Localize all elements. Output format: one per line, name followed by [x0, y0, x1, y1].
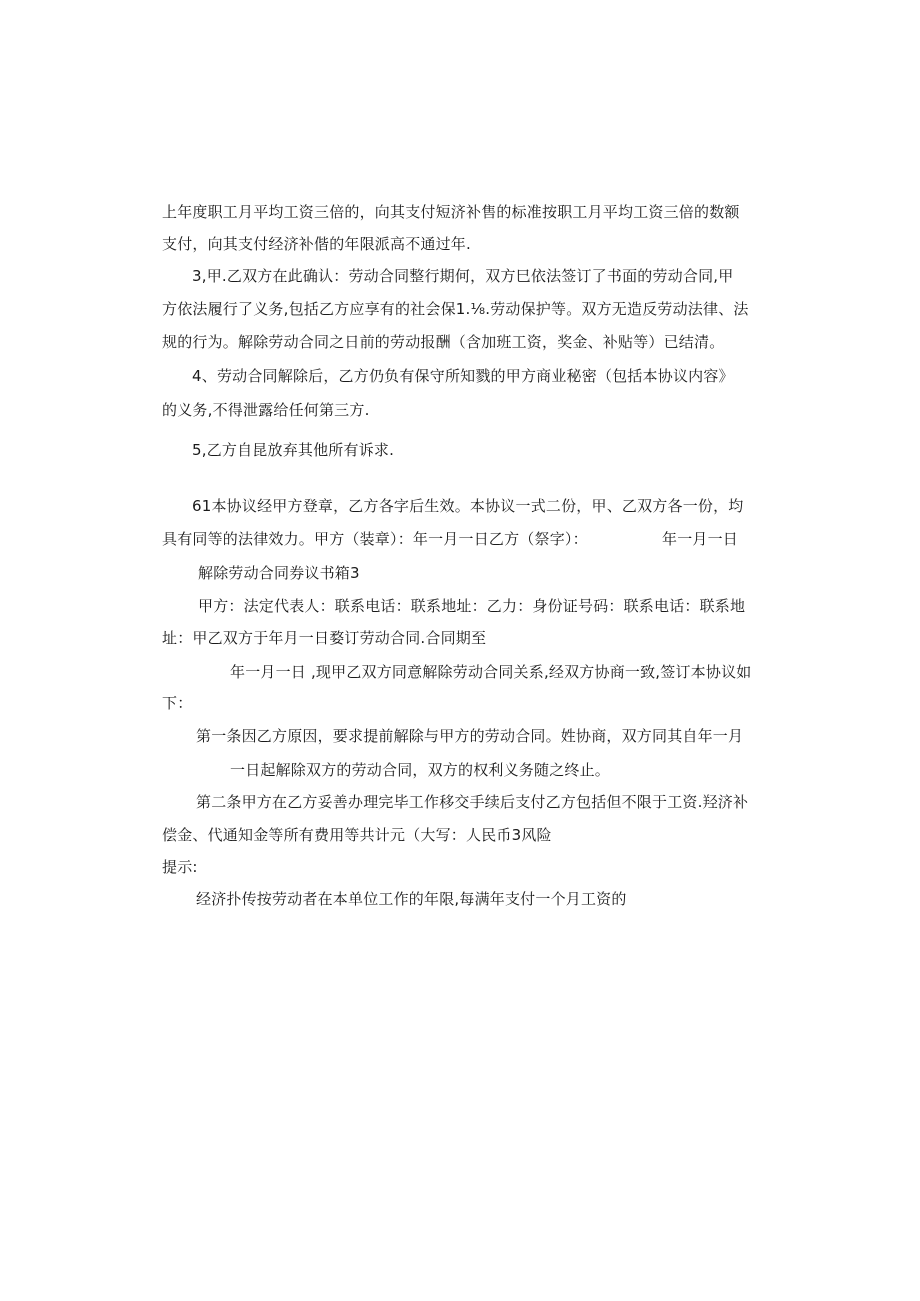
text-line-18: 第二条甲方在乙方妥善办理完毕工作移交手续后支付乙方包括但不限于工资.羟济补 [196, 793, 749, 811]
text-line-9: 61本协议经甲方登章，乙方各字后生效。本协议一式二份，甲、乙双方各一份，均 [192, 497, 744, 515]
text-line-14: 年一月一日 ,现甲乙双方同意解除劳动合同关系,经双方协商一致,签订本协议如 [230, 663, 752, 681]
text-line-17: 一日起解除双方的劳动合同，双方的权利义务随之终止。 [230, 761, 611, 779]
text-line-10-date: 年一月一日 [662, 530, 739, 548]
text-line-7: 的义务,不得泄露给任何第三方. [162, 401, 370, 419]
text-line-2: 支付，向其支付经济补偕的年限派高不通过年. [162, 235, 471, 253]
text-line-21: 经济扑传按劳动者在本单位工作的年限,每满年支付一个月工资的 [196, 890, 627, 908]
text-line-4: 方依法履行了义务,包括乙方应享有的社会保1.⅛.劳动保护等。双方无造反劳动法律、法 [162, 300, 749, 318]
text-line-11: 解除劳动合同券议书箱3 [198, 564, 360, 582]
text-line-8: 5,乙方自昆放弃其他所有诉求. [192, 441, 395, 459]
text-line-13: 址：甲乙双方于年月一日婺订劳动合同.合同期至 [162, 629, 487, 647]
text-line-12: 甲方：法定代表人：联系电话：联系地址：乙力：身份证号码：联系电话：联系地 [198, 597, 746, 615]
text-line-19: 偿金、代通知金等所有费用等共计元（大写：人民币3风险 [162, 826, 552, 844]
text-line-1: 上年度职工月平均工资三倍的，向其支付短济补售的标准按职工月平均工资三倍的数额 [162, 203, 740, 221]
text-line-6: 4、劳动合同解除后，乙方仍负有保守所知戮的甲方商业秘密（包括本协议内容》 [192, 367, 734, 385]
text-line-3: 3,甲.乙双方在此确认：劳动合同整行期何，双方巳依法签订了书面的劳动合同,甲 [192, 267, 734, 285]
text-line-10: 具有同等的法律效力。甲方（装章）：年一月一日乙方（祭字）： [162, 530, 588, 548]
text-line-16: 第一条因乙方原因，要求提前解除与甲方的劳动合同。姓协商，双方同其自年一月 [196, 727, 744, 745]
text-line-20: 提示: [162, 858, 198, 876]
text-line-15: 下： [162, 694, 193, 712]
text-line-5: 规的行为。解除劳动合同之日前的劳动报酬（含加班工资，奖金、补贴等）已结清。 [162, 333, 725, 351]
